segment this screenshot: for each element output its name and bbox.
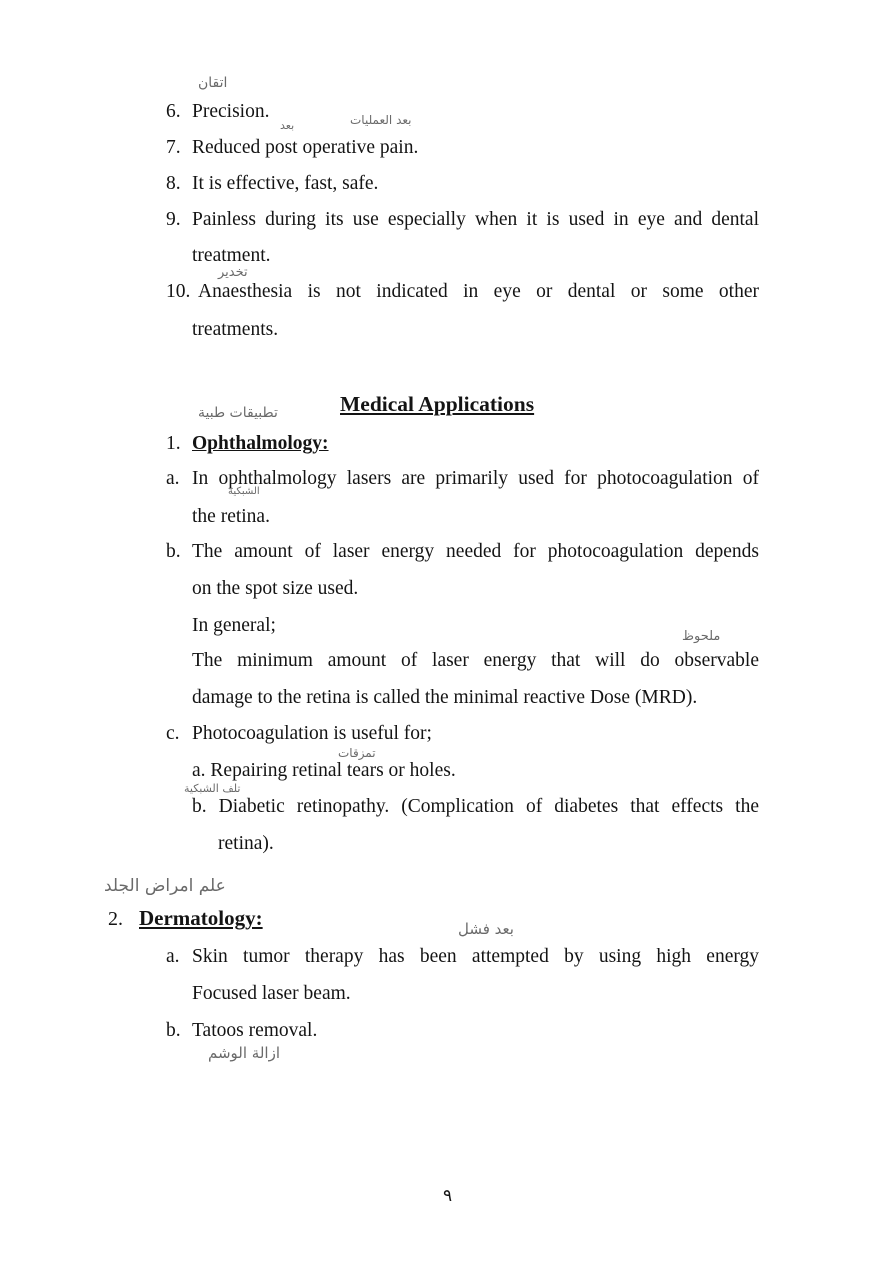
list-number: 2. [108,908,123,930]
handwritten-note: بعد فشل [458,920,514,938]
subsection-heading: Dermatology: [139,906,263,930]
list-item-text: damage to the retina is called the minimal reactive Dose (MRD). [192,687,698,708]
handwritten-note: تلف الشبكية [184,782,241,795]
handwritten-note: ملحوظ [682,629,721,644]
handwritten-note: اتقان [198,75,228,91]
page-number: ٩ [443,1186,453,1205]
handwritten-note: تمزقات [338,746,376,760]
list-number: 10. [166,281,191,302]
list-item-text: Anaesthesia is not indicated in eye or dental or some other [198,281,759,302]
list-label: a. [166,946,180,967]
list-item-text: Reduced post operative pain. [192,137,419,158]
section-heading: Medical Applications [340,392,535,416]
list-item-text: on the spot size used. [192,578,359,599]
list-item-text: The amount of laser energy needed for photocoagulation depends [192,541,759,562]
list-item-text: treatment. [192,245,271,266]
handwritten-note: ازالة الوشم [208,1044,280,1062]
list-item-text: treatments. [192,319,279,340]
list-item-text: Focused laser beam. [192,983,351,1004]
handwritten-note: علم امراض الجلد [104,876,226,896]
list-label: c. [166,723,180,744]
list-item-text: Painless during its use especially when it is used in eye and dental [192,209,759,230]
list-item-text: b. Diabetic retinopathy. (Complication of diabetes that effects the [192,796,759,817]
list-item-text: Precision. [192,101,270,122]
list-label: b. [166,1020,181,1041]
list-number: 8. [166,173,181,194]
list-item-text: In general; [192,615,276,636]
list-item-text: Tatoos removal. [192,1020,318,1041]
list-item-text: Photocoagulation is useful for; [192,723,432,744]
list-number: 9. [166,209,181,230]
handwritten-note: تخدير [218,265,248,280]
list-item-text: Skin tumor therapy has been attempted by using high energy [192,946,759,967]
subsection-heading: Ophthalmology: [192,433,329,454]
list-number: 1. [166,433,181,454]
handwritten-note: الشبكية [228,486,260,497]
list-item-text: a. Repairing retinal tears or holes. [192,760,456,781]
list-number: 7. [166,137,181,158]
list-item-text: The minimum amount of laser energy that will do observable [192,650,759,671]
list-label: a. [166,468,180,489]
handwritten-note: بعد العمليات [350,113,412,127]
list-item-text: retina). [218,833,274,854]
handwritten-note: تطبيقات طبية [198,405,278,421]
list-label: b. [166,541,181,562]
list-item-text: It is effective, fast, safe. [192,173,379,194]
list-item-text: In ophthalmology lasers are primarily used for photocoagulation of [192,468,759,489]
handwritten-note: بعد [280,119,295,132]
list-item-text: the retina. [192,506,270,527]
list-number: 6. [166,101,181,122]
